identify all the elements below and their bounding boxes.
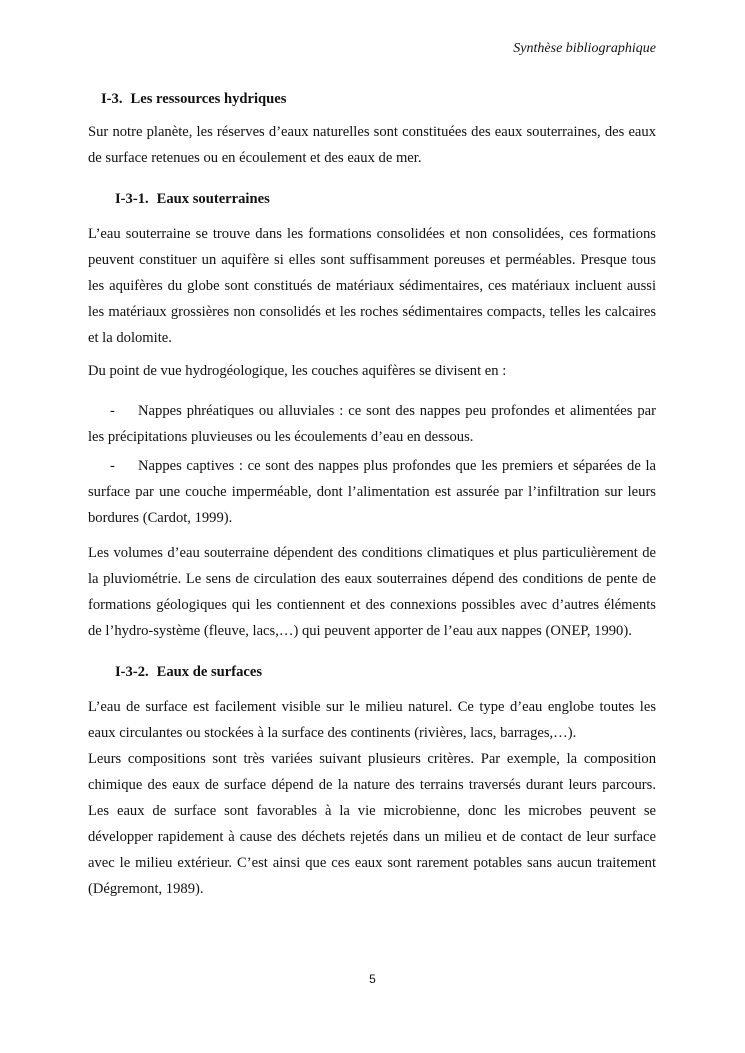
paragraph: Du point de vue hydrogéologique, les couches aquifères se divisent en : xyxy=(88,363,507,379)
subsection-number-1: I-3-1. xyxy=(115,191,149,207)
running-header: Synthèse bibliographique xyxy=(513,41,656,56)
paragraph: Les volumes d’eau souterraine dépendent des conditions climatiques et plus particulièrement de la pluviométrie. Le sens de circulation des eaux souterraines dépend des conditions de pente de formations géologiques qui les contiennent et des connexions possibles avec d’autres éléments de l’hydro-système (fleuve, lacs,…) qui peuvent apporter de l’eau aux nappes (ONEP, 1990). xyxy=(88,545,656,639)
section-number: I-3. xyxy=(101,91,123,107)
list-item xyxy=(88,398,656,450)
subsection-title-2: Eaux de surfaces xyxy=(156,664,263,680)
section-title: Les ressources hydriques xyxy=(130,91,287,107)
list-item-text: Nappes phréatiques ou alluviales : ce sont des nappes peu profondes et alimentées par les précipitations pluvieuses ou les écoulements d’eau en dessous. xyxy=(88,403,656,445)
paragraph: L’eau de surface est facilement visible sur le milieu naturel. Ce type d’eau englobe toutes les eaux circulantes ou stockées à la surface des continents (rivières, lacs, barrages,…). xyxy=(88,699,656,741)
list-item-text: Nappes captives : ce sont des nappes plus profondes que les premiers et séparées de la surface par une couche imperméable, dont l’alimentation est assurée par l’infiltration sur leurs bordures (Cardot, 1999). xyxy=(88,458,656,526)
section-heading xyxy=(88,86,656,112)
subsection-heading-1 xyxy=(88,186,656,212)
paragraph: L’eau souterraine se trouve dans les formations consolidées et non consolidées, ces formations peuvent constituer un aquifère si elles sont suffisamment poreuses et perméables. Presque tous les aquifères du globe sont constitués de matériaux sédimentaires, ces matériaux incluent aussi les matériaux grossières non consolidés et les roches sédimentaires compacts, telles les calcaires et la dolomite. xyxy=(88,226,656,346)
bullet-marker: - xyxy=(110,458,115,474)
aquifer-type-list xyxy=(88,398,656,531)
page-content xyxy=(88,86,656,902)
page-number: 5 xyxy=(369,972,376,986)
list-item xyxy=(88,453,656,531)
paragraph: Leurs compositions sont très variées suivant plusieurs critères. Par exemple, la composition chimique des eaux de surface dépend de la nature des terrains traversés durant leurs parcours. Les eaux de surface sont favorables à la vie microbienne, donc les microbes peuvent se développer rapidement à cause des déchets rejetés dans un milieu et de contact de leur surface avec le milieu extérieur. C’est ainsi que ces eaux sont rarement potables sans aucun traitement (Dégremont, 1989). xyxy=(88,751,656,897)
bullet-marker: - xyxy=(110,403,115,419)
subsection-number-2: I-3-2. xyxy=(115,664,149,680)
section-intro-paragraph: Sur notre planète, les réserves d’eaux naturelles sont constituées des eaux souterraines, des eaux de surface retenues ou en écoulement et des eaux de mer. xyxy=(88,124,656,166)
subsection-heading-2 xyxy=(88,659,656,685)
subsection-title-1: Eaux souterraines xyxy=(156,191,270,207)
